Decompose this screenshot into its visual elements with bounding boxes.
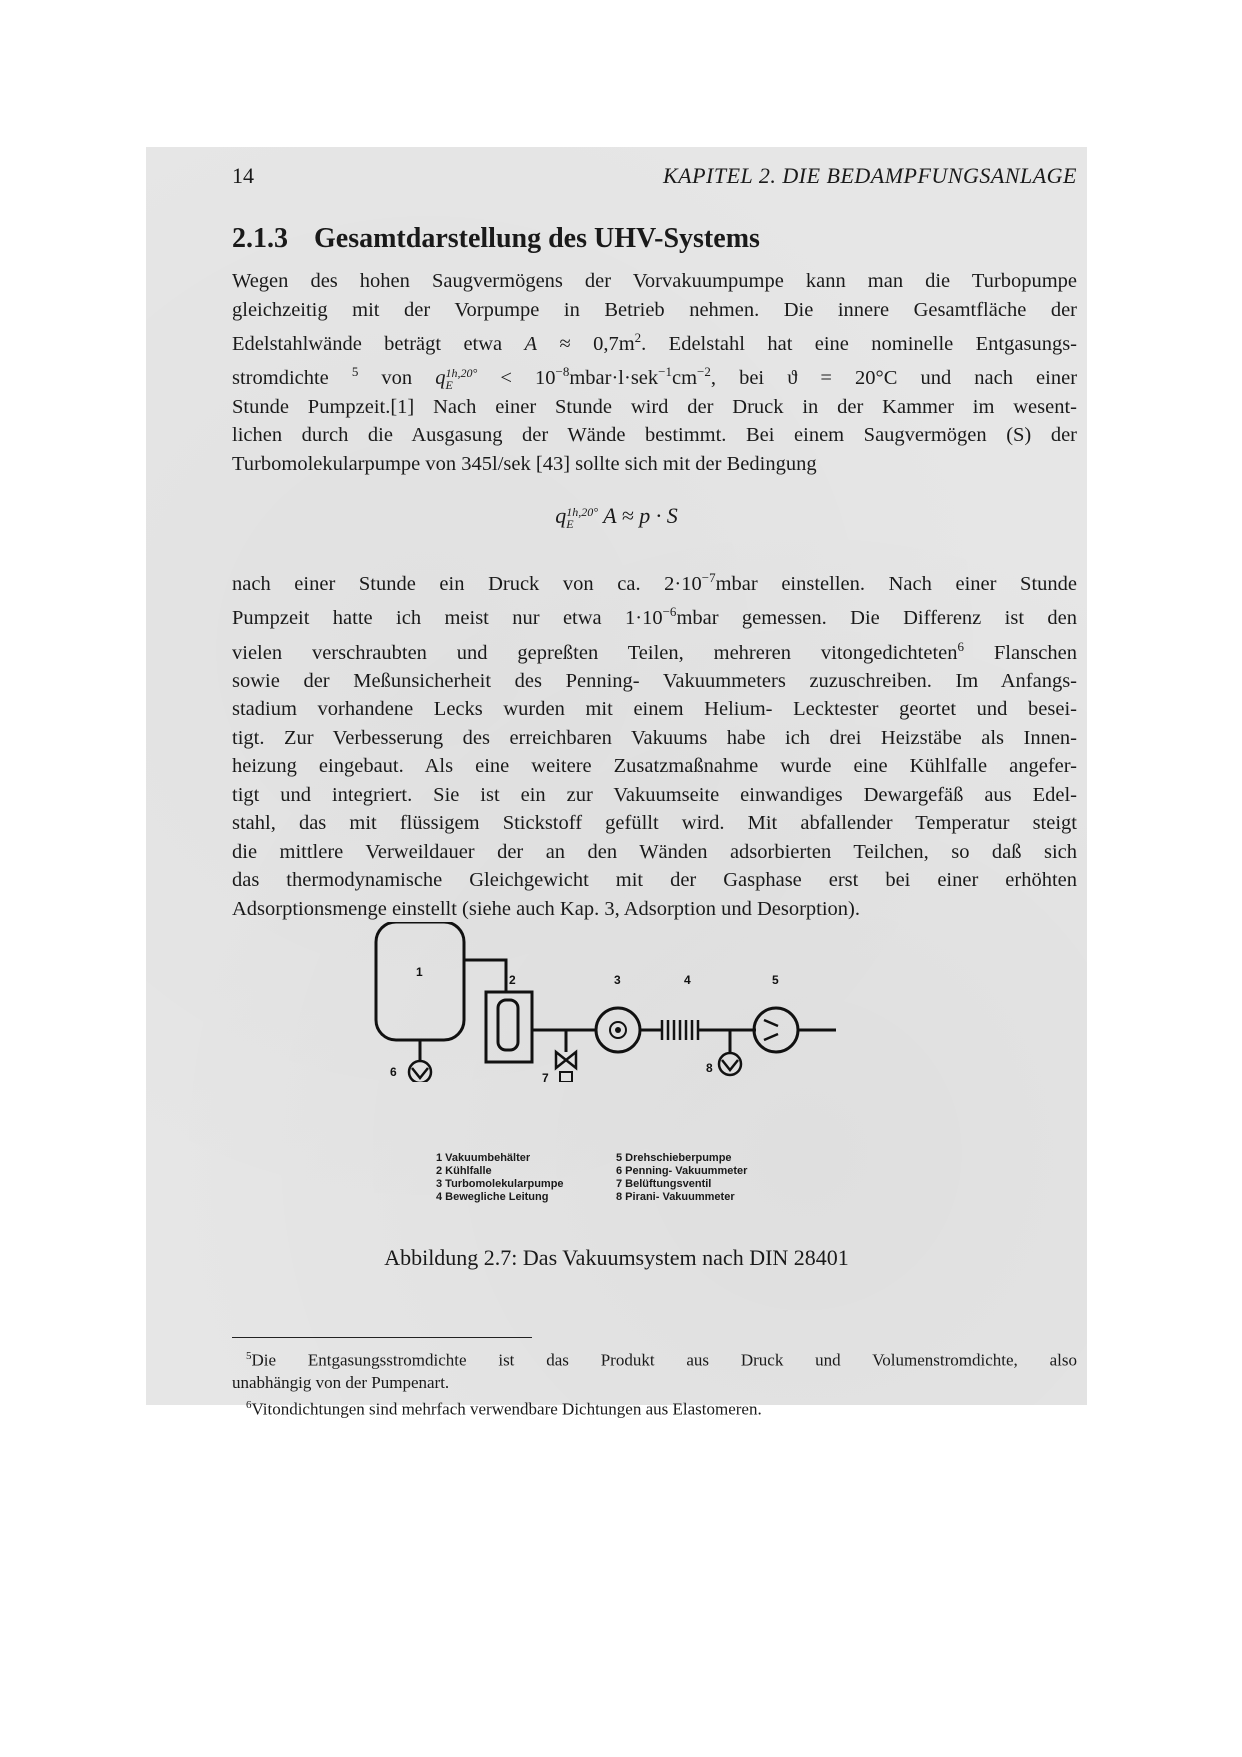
vacuum-system-diagram	[366, 922, 906, 1082]
footnote-ref-5: 5	[351, 364, 359, 380]
paragraph-line: Turbomolekularpumpe von 345l/sek [43] sollte sich mit der Bedingung	[232, 452, 817, 475]
paragraph-line: Pumpzeit hatte ich meist nur etwa $1\cdot 10^{-6}mbar$ gemessen. Die Differenz ist den	[232, 604, 1077, 630]
legend-column-right	[616, 1152, 747, 1204]
paragraph-line: tigt und integriert. Sie ist ein zur Vakuumseite einwandiges Dewargefäß aus Edel-	[232, 783, 1077, 806]
section-number: 2.1.3	[232, 223, 288, 254]
paragraph-line: vielen verschraubten und gepreßten Teilen, mehreren vitongedichteten$^6$ Flanschen	[232, 638, 1077, 664]
paragraph-line: Stunde Pumpzeit.[1] Nach einer Stunde wird der Druck in der Kammer im wesent-	[232, 395, 1077, 418]
legend-column-left	[436, 1152, 564, 1204]
paragraph-line: stromdichte $^5$ von q 1h,20° E < $10^{-8}mbar\cdot l\cdot sek^{-1}cm^{-2}$, bei ϑ = 20°C und nach einer	[232, 364, 1078, 393]
paragraph-line: sowie der Meßunsicherheit des Penning- Vakuummeters zuzuschreiben. Im Anfangs-	[232, 669, 1077, 692]
legend-item: 7 Belüftungsventil	[616, 1178, 712, 1190]
paragraph-line: Wegen des hohen Saugvermögens der Vorvakuumpumpe kann man die Turbopumpe	[232, 270, 1077, 292]
label-2: 2	[509, 973, 516, 987]
section-title: Gesamtdarstellung des UHV-Systems	[314, 223, 760, 254]
legend-item: 4 Bewegliche Leitung	[436, 1191, 549, 1203]
paragraph-line: die mittlere Verweildauer der an den Wänden adsorbierten Teilchen, so daß sich	[232, 840, 1077, 863]
legend-item: 5 Drehschieberpumpe	[616, 1152, 732, 1164]
vacuum-chamber	[376, 922, 464, 1040]
scanned-page	[146, 147, 1087, 1419]
cold-trap-dewar	[498, 1000, 518, 1050]
page-number: 14	[232, 163, 254, 188]
legend-item: 2 Kühlfalle	[436, 1165, 492, 1177]
legend-item: 1 Vakuumbehälter	[436, 1152, 531, 1164]
paragraph-line: stahl, das mit flüssigem Stickstoff gefüllt wird. Mit abfallender Temperatur steigt	[232, 812, 1077, 835]
legend-item: 3 Turbomolekularpumpe	[436, 1178, 564, 1190]
paragraph-line: Adsorptionsmenge einstellt (siehe auch Kap. 3, Adsorption und Desorption).	[232, 897, 860, 920]
paragraph-line: stadium vorhandene Lecks wurden mit einem Helium- Lecktester geortet und besei-	[232, 698, 1077, 721]
label-3: 3	[614, 973, 621, 987]
paragraph-line: Edelstahlwände beträgt etwa $A \approx 0,7m^2$. Edelstahl hat eine nominelle Entgasungs-	[232, 330, 1077, 355]
footnote-5-continued: unabhängig von der Pumpenart.	[232, 1372, 450, 1392]
running-title: KAPITEL 2. DIE BEDAMPFUNGSANLAGE	[662, 163, 1077, 188]
paragraph-line: heizung eingebaut. Als eine weitere Zusatzmaßnahme wurde eine Kühlfalle angefer-	[232, 755, 1077, 778]
label-7: 7	[542, 1071, 549, 1082]
label-1: 1	[416, 965, 423, 979]
flexible-line	[662, 1020, 698, 1040]
legend-item: 8 Pirani- Vakuummeter	[616, 1191, 735, 1203]
page-header	[232, 163, 1077, 193]
pipe	[464, 960, 506, 992]
paragraph-2	[232, 564, 1077, 923]
footnotes	[232, 1345, 1077, 1420]
footnote-rule	[232, 1337, 532, 1338]
vent-valve	[556, 1052, 576, 1068]
footnote-ref-6: 6	[957, 638, 965, 654]
equation: q 1h,20° E A ≈ p · S	[555, 503, 678, 531]
paragraph-line: das thermodynamische Gleichgewicht mit der Gasphase erst bei einer erhöhten	[232, 869, 1077, 892]
figure-caption: Abbildung 2.7: Das Vakuumsystem nach DIN 28401	[384, 1245, 849, 1270]
paragraph-1	[232, 267, 1077, 478]
paragraph-line: gleichzeitig mit der Vorpumpe in Betrieb nehmen. Die innere Gesamtfläche der	[232, 298, 1077, 321]
label-6: 6	[390, 1065, 397, 1079]
section-heading	[232, 223, 760, 255]
label-4: 4	[684, 973, 691, 987]
paragraph-line: lichen durch die Ausgasung der Wände bestimmt. Bei einem Saugvermögen (S) der	[232, 424, 1077, 447]
paragraph-line: tigt. Zur Verbesserung des erreichbaren Vakuums habe ich drei Heizstäbe als Innen-	[232, 726, 1077, 749]
rotary-vane-pump	[754, 1008, 798, 1052]
footnote-6: $^6$Vitondichtungen sind mehrfach verwendbare Dichtungen aus Elastomeren.	[246, 1398, 762, 1419]
footnote-5: $^5$Die Entgasungsstromdichte ist das Produkt aus Druck und Volumenstromdichte, also	[246, 1350, 1077, 1370]
paragraph-line: nach einer Stunde ein Druck von ca. $2\cdot 10^{-7}mbar$ einstellen. Nach einer Stunde	[232, 570, 1077, 595]
label-5: 5	[772, 973, 779, 987]
legend-item: 6 Penning- Vakuummeter	[616, 1165, 748, 1177]
label-8: 8	[706, 1061, 713, 1075]
